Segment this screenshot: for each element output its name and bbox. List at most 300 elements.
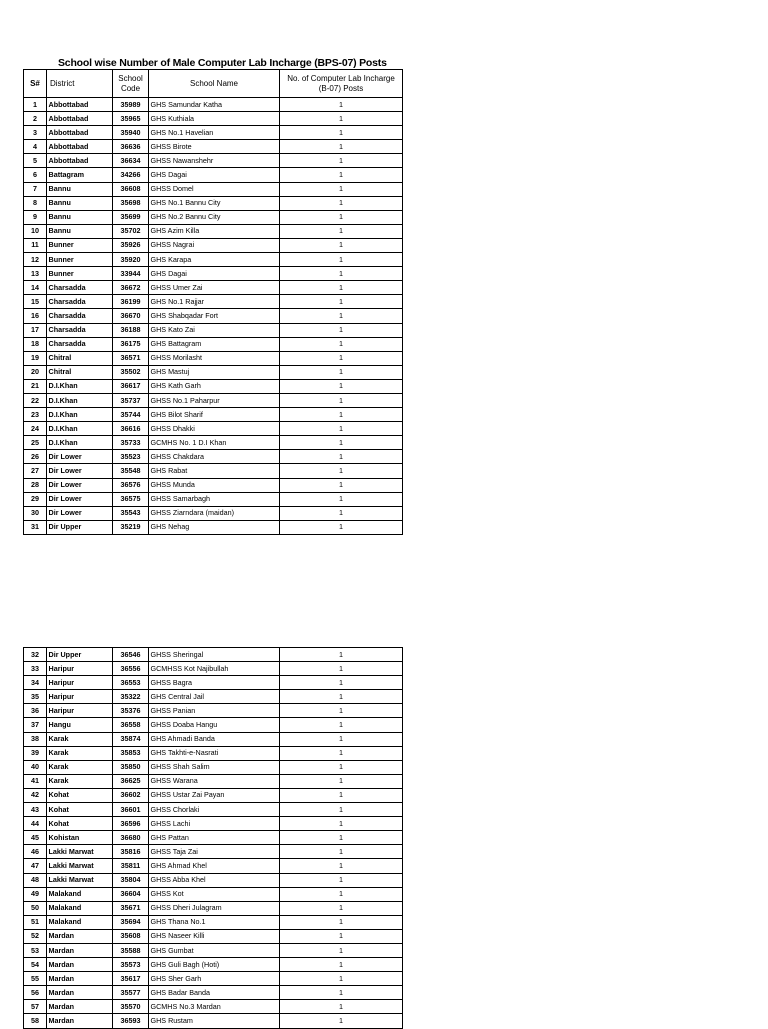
- district-cell: Charsadda: [47, 309, 113, 323]
- posts-cell: 1: [280, 648, 403, 662]
- posts-cell: 1: [280, 732, 403, 746]
- table-row: [24, 887, 403, 901]
- posts-cell: 1: [280, 704, 403, 718]
- posts-table-page2: [23, 647, 403, 1029]
- serial-cell: 52: [24, 929, 47, 943]
- serial-cell: 3: [24, 126, 47, 140]
- table-row: [24, 182, 403, 196]
- school-code-cell: 33944: [113, 267, 149, 281]
- table-row: [24, 845, 403, 859]
- school-code-cell: 36602: [113, 788, 149, 802]
- school-code-cell: 36672: [113, 281, 149, 295]
- table-row: [24, 478, 403, 492]
- school-code-cell: 36553: [113, 676, 149, 690]
- table-row: [24, 774, 403, 788]
- posts-cell: 1: [280, 450, 403, 464]
- school-code-cell: 36604: [113, 887, 149, 901]
- table-row: [24, 154, 403, 168]
- table-row: [24, 408, 403, 422]
- serial-cell: 36: [24, 704, 47, 718]
- posts-cell: 1: [280, 1000, 403, 1014]
- table-row: [24, 859, 403, 873]
- school-name-cell: GHSS Panian: [149, 704, 280, 718]
- district-cell: Lakki Marwat: [47, 859, 113, 873]
- school-name-cell: GHS Shabqadar Fort: [149, 309, 280, 323]
- table-row: [24, 168, 403, 182]
- school-name-cell: GHS Rustam: [149, 1014, 280, 1028]
- serial-cell: 13: [24, 267, 47, 281]
- table-row: [24, 323, 403, 337]
- serial-cell: 26: [24, 450, 47, 464]
- serial-cell: 32: [24, 648, 47, 662]
- table-row: [24, 436, 403, 450]
- table-row: [24, 450, 403, 464]
- school-code-cell: 35588: [113, 943, 149, 957]
- district-cell: Dir Lower: [47, 492, 113, 506]
- posts-cell: 1: [280, 817, 403, 831]
- posts-cell: 1: [280, 253, 403, 267]
- school-name-cell: GHSS Dheri Julagram: [149, 901, 280, 915]
- district-cell: Dir Lower: [47, 464, 113, 478]
- school-code-cell: 35989: [113, 98, 149, 112]
- table-row: [24, 648, 403, 662]
- district-cell: Hangu: [47, 718, 113, 732]
- serial-cell: 49: [24, 887, 47, 901]
- serial-cell: 2: [24, 112, 47, 126]
- serial-cell: 28: [24, 478, 47, 492]
- table-row: [24, 267, 403, 281]
- school-name-cell: GHSS Lachi: [149, 817, 280, 831]
- serial-cell: 29: [24, 492, 47, 506]
- serial-cell: 55: [24, 972, 47, 986]
- header-serial: S#: [24, 70, 47, 98]
- table-row: [24, 817, 403, 831]
- posts-cell: 1: [280, 267, 403, 281]
- table-row: [24, 140, 403, 154]
- school-name-cell: GHSS Birote: [149, 140, 280, 154]
- district-cell: Bunner: [47, 253, 113, 267]
- school-code-cell: 36670: [113, 309, 149, 323]
- district-cell: D.I.Khan: [47, 422, 113, 436]
- serial-cell: 24: [24, 422, 47, 436]
- school-code-cell: 36556: [113, 662, 149, 676]
- posts-cell: 1: [280, 182, 403, 196]
- posts-cell: 1: [280, 718, 403, 732]
- school-name-cell: GHS Kato Zai: [149, 323, 280, 337]
- table-row: [24, 718, 403, 732]
- school-code-cell: 35698: [113, 196, 149, 210]
- posts-cell: 1: [280, 676, 403, 690]
- header-district: District: [47, 70, 113, 98]
- school-code-cell: 36199: [113, 295, 149, 309]
- table-row: [24, 492, 403, 506]
- serial-cell: 48: [24, 873, 47, 887]
- district-cell: Haripur: [47, 690, 113, 704]
- school-name-cell: GHS Nehag: [149, 520, 280, 534]
- serial-cell: 56: [24, 986, 47, 1000]
- posts-cell: 1: [280, 662, 403, 676]
- district-cell: Dir Lower: [47, 478, 113, 492]
- district-cell: Bannu: [47, 210, 113, 224]
- posts-cell: 1: [280, 224, 403, 238]
- serial-cell: 17: [24, 323, 47, 337]
- table-header-row: [24, 70, 403, 98]
- school-name-cell: GHSS Bagra: [149, 676, 280, 690]
- serial-cell: 44: [24, 817, 47, 831]
- school-name-cell: GHSS Nawanshehr: [149, 154, 280, 168]
- school-name-cell: GHS Mastuj: [149, 365, 280, 379]
- posts-cell: 1: [280, 788, 403, 802]
- serial-cell: 16: [24, 309, 47, 323]
- table-row: [24, 788, 403, 802]
- serial-cell: 23: [24, 408, 47, 422]
- district-cell: Bannu: [47, 224, 113, 238]
- serial-cell: 42: [24, 788, 47, 802]
- serial-cell: 9: [24, 210, 47, 224]
- district-cell: Haripur: [47, 676, 113, 690]
- posts-cell: 1: [280, 210, 403, 224]
- table-row: [24, 676, 403, 690]
- district-cell: Charsadda: [47, 281, 113, 295]
- posts-cell: 1: [280, 98, 403, 112]
- school-code-cell: 36546: [113, 648, 149, 662]
- district-cell: Kohistan: [47, 831, 113, 845]
- table-row: [24, 972, 403, 986]
- school-name-cell: GHSS Doaba Hangu: [149, 718, 280, 732]
- school-code-cell: 35694: [113, 915, 149, 929]
- posts-table-page1: [23, 69, 403, 535]
- school-name-cell: GHSS Domel: [149, 182, 280, 196]
- school-name-cell: GHS Azim Killa: [149, 224, 280, 238]
- table-row: [24, 831, 403, 845]
- school-name-cell: GHS Dagai: [149, 168, 280, 182]
- posts-cell: 1: [280, 986, 403, 1000]
- table-row: [24, 929, 403, 943]
- district-cell: Karak: [47, 774, 113, 788]
- school-code-cell: 35671: [113, 901, 149, 915]
- district-cell: Charsadda: [47, 323, 113, 337]
- school-code-cell: 35219: [113, 520, 149, 534]
- school-name-cell: GHSS No.1 Paharpur: [149, 393, 280, 407]
- table-row: [24, 986, 403, 1000]
- district-cell: Kohat: [47, 817, 113, 831]
- district-cell: Karak: [47, 760, 113, 774]
- posts-cell: 1: [280, 295, 403, 309]
- school-name-cell: GHSS Nagrai: [149, 238, 280, 252]
- school-code-cell: 35965: [113, 112, 149, 126]
- posts-cell: 1: [280, 379, 403, 393]
- serial-cell: 47: [24, 859, 47, 873]
- district-cell: Lakki Marwat: [47, 873, 113, 887]
- posts-cell: 1: [280, 337, 403, 351]
- school-name-cell: GHS Central Jail: [149, 690, 280, 704]
- posts-cell: 1: [280, 929, 403, 943]
- district-cell: Chitral: [47, 365, 113, 379]
- school-code-cell: 35816: [113, 845, 149, 859]
- school-name-cell: GCMHS No.3 Mardan: [149, 1000, 280, 1014]
- school-name-cell: GHS Pattan: [149, 831, 280, 845]
- posts-cell: 1: [280, 859, 403, 873]
- serial-cell: 35: [24, 690, 47, 704]
- district-cell: Mardan: [47, 986, 113, 1000]
- posts-cell: 1: [280, 915, 403, 929]
- table-row: [24, 1014, 403, 1028]
- header-school-code: School Code: [113, 70, 149, 98]
- table-row: [24, 253, 403, 267]
- table-row: [24, 943, 403, 957]
- posts-cell: 1: [280, 168, 403, 182]
- table-row: [24, 210, 403, 224]
- posts-cell: 1: [280, 901, 403, 915]
- table-row: [24, 915, 403, 929]
- school-name-cell: GHSS Abba Khel: [149, 873, 280, 887]
- school-name-cell: GHS Gumbat: [149, 943, 280, 957]
- school-code-cell: 35811: [113, 859, 149, 873]
- posts-cell: 1: [280, 281, 403, 295]
- school-code-cell: 35737: [113, 393, 149, 407]
- school-code-cell: 36576: [113, 478, 149, 492]
- school-code-cell: 35850: [113, 760, 149, 774]
- serial-cell: 54: [24, 958, 47, 972]
- table-row: [24, 224, 403, 238]
- district-cell: Abbottabad: [47, 126, 113, 140]
- district-cell: Dir Upper: [47, 648, 113, 662]
- school-code-cell: 35804: [113, 873, 149, 887]
- posts-cell: 1: [280, 746, 403, 760]
- table-row: [24, 238, 403, 252]
- posts-cell: 1: [280, 365, 403, 379]
- table-row: [24, 958, 403, 972]
- school-name-cell: GHSS Ustar Zai Payan: [149, 788, 280, 802]
- serial-cell: 50: [24, 901, 47, 915]
- posts-cell: 1: [280, 436, 403, 450]
- district-cell: Malakand: [47, 915, 113, 929]
- posts-cell: 1: [280, 873, 403, 887]
- table-row: [24, 520, 403, 534]
- serial-cell: 31: [24, 520, 47, 534]
- table-row: [24, 379, 403, 393]
- district-cell: Mardan: [47, 1000, 113, 1014]
- serial-cell: 46: [24, 845, 47, 859]
- school-code-cell: 35733: [113, 436, 149, 450]
- posts-cell: 1: [280, 422, 403, 436]
- school-code-cell: 36188: [113, 323, 149, 337]
- school-code-cell: 36616: [113, 422, 149, 436]
- posts-cell: 1: [280, 309, 403, 323]
- table-row: [24, 393, 403, 407]
- district-cell: Mardan: [47, 1014, 113, 1028]
- district-cell: Chitral: [47, 351, 113, 365]
- school-code-cell: 35548: [113, 464, 149, 478]
- posts-cell: 1: [280, 760, 403, 774]
- district-cell: Lakki Marwat: [47, 845, 113, 859]
- serial-cell: 25: [24, 436, 47, 450]
- serial-cell: 38: [24, 732, 47, 746]
- school-name-cell: GHS Guli Bagh (Hoti): [149, 958, 280, 972]
- district-cell: Bunner: [47, 238, 113, 252]
- district-cell: Karak: [47, 732, 113, 746]
- posts-cell: 1: [280, 196, 403, 210]
- school-name-cell: GHS Rabat: [149, 464, 280, 478]
- school-name-cell: GHS Kath Garh: [149, 379, 280, 393]
- district-cell: Abbottabad: [47, 154, 113, 168]
- table-row: [24, 760, 403, 774]
- school-code-cell: 36608: [113, 182, 149, 196]
- school-name-cell: GHS Naseer Killi: [149, 929, 280, 943]
- school-code-cell: 36625: [113, 774, 149, 788]
- school-code-cell: 36575: [113, 492, 149, 506]
- school-name-cell: GHS No.1 Havelian: [149, 126, 280, 140]
- serial-cell: 30: [24, 506, 47, 520]
- serial-cell: 22: [24, 393, 47, 407]
- table-row: [24, 803, 403, 817]
- school-code-cell: 36601: [113, 803, 149, 817]
- table-body: [24, 98, 403, 535]
- posts-cell: 1: [280, 478, 403, 492]
- district-cell: Abbottabad: [47, 140, 113, 154]
- table-row: [24, 901, 403, 915]
- district-cell: Mardan: [47, 929, 113, 943]
- district-cell: Bannu: [47, 182, 113, 196]
- table-row: [24, 506, 403, 520]
- posts-cell: 1: [280, 887, 403, 901]
- school-code-cell: 35874: [113, 732, 149, 746]
- posts-cell: 1: [280, 943, 403, 957]
- school-name-cell: GHSS Morilasht: [149, 351, 280, 365]
- serial-cell: 45: [24, 831, 47, 845]
- district-cell: Bunner: [47, 267, 113, 281]
- serial-cell: 7: [24, 182, 47, 196]
- school-code-cell: 35940: [113, 126, 149, 140]
- district-cell: Karak: [47, 746, 113, 760]
- serial-cell: 20: [24, 365, 47, 379]
- serial-cell: 15: [24, 295, 47, 309]
- district-cell: Mardan: [47, 972, 113, 986]
- school-name-cell: GHSS Ziarndara (maidan): [149, 506, 280, 520]
- district-cell: Kohat: [47, 788, 113, 802]
- header-posts: No. of Computer Lab Incharge (B-07) Posts: [280, 70, 403, 98]
- school-code-cell: 36175: [113, 337, 149, 351]
- district-cell: Malakand: [47, 901, 113, 915]
- school-name-cell: GHS No.1 Rajjar: [149, 295, 280, 309]
- table-row: [24, 1000, 403, 1014]
- school-code-cell: 35608: [113, 929, 149, 943]
- document-title: School wise Number of Male Computer Lab Incharge (BPS-07) Posts: [58, 57, 387, 69]
- serial-cell: 5: [24, 154, 47, 168]
- school-name-cell: GHS Sher Garh: [149, 972, 280, 986]
- school-code-cell: 36596: [113, 817, 149, 831]
- school-code-cell: 34266: [113, 168, 149, 182]
- district-cell: Mardan: [47, 943, 113, 957]
- school-name-cell: GHSS Samarbagh: [149, 492, 280, 506]
- table-row: [24, 662, 403, 676]
- posts-cell: 1: [280, 238, 403, 252]
- posts-cell: 1: [280, 393, 403, 407]
- serial-cell: 4: [24, 140, 47, 154]
- table-row: [24, 732, 403, 746]
- district-cell: Dir Lower: [47, 506, 113, 520]
- district-cell: D.I.Khan: [47, 436, 113, 450]
- school-code-cell: 35926: [113, 238, 149, 252]
- school-name-cell: GHS Battagram: [149, 337, 280, 351]
- school-name-cell: GHS Ahmadi Banda: [149, 732, 280, 746]
- serial-cell: 43: [24, 803, 47, 817]
- posts-cell: 1: [280, 690, 403, 704]
- table-row: [24, 422, 403, 436]
- school-code-cell: 35617: [113, 972, 149, 986]
- serial-cell: 8: [24, 196, 47, 210]
- school-code-cell: 35577: [113, 986, 149, 1000]
- posts-cell: 1: [280, 1014, 403, 1028]
- school-code-cell: 36680: [113, 831, 149, 845]
- school-name-cell: GHSS Munda: [149, 478, 280, 492]
- posts-cell: 1: [280, 140, 403, 154]
- posts-cell: 1: [280, 408, 403, 422]
- posts-cell: 1: [280, 774, 403, 788]
- table-row: [24, 98, 403, 112]
- school-name-cell: GHS Dagai: [149, 267, 280, 281]
- posts-cell: 1: [280, 126, 403, 140]
- school-name-cell: GHS Kuthiala: [149, 112, 280, 126]
- district-cell: D.I.Khan: [47, 408, 113, 422]
- serial-cell: 39: [24, 746, 47, 760]
- serial-cell: 34: [24, 676, 47, 690]
- header-school-name: School Name: [149, 70, 280, 98]
- posts-cell: 1: [280, 958, 403, 972]
- school-name-cell: GHS Karapa: [149, 253, 280, 267]
- serial-cell: 21: [24, 379, 47, 393]
- school-code-cell: 35702: [113, 224, 149, 238]
- serial-cell: 1: [24, 98, 47, 112]
- school-code-cell: 35920: [113, 253, 149, 267]
- posts-cell: 1: [280, 323, 403, 337]
- school-code-cell: 36593: [113, 1014, 149, 1028]
- school-name-cell: GHSS Taja Zai: [149, 845, 280, 859]
- school-name-cell: GHS Takhti-e-Nasrati: [149, 746, 280, 760]
- school-name-cell: GHS Badar Banda: [149, 986, 280, 1000]
- district-cell: Malakand: [47, 887, 113, 901]
- school-name-cell: GHS No.2 Bannu City: [149, 210, 280, 224]
- school-code-cell: 35322: [113, 690, 149, 704]
- school-code-cell: 36571: [113, 351, 149, 365]
- district-cell: Haripur: [47, 662, 113, 676]
- school-name-cell: GHS Thana No.1: [149, 915, 280, 929]
- school-code-cell: 36617: [113, 379, 149, 393]
- school-code-cell: 36634: [113, 154, 149, 168]
- school-code-cell: 35573: [113, 958, 149, 972]
- table-row: [24, 746, 403, 760]
- district-cell: Kohat: [47, 803, 113, 817]
- serial-cell: 12: [24, 253, 47, 267]
- school-name-cell: GHS Ahmad Khel: [149, 859, 280, 873]
- school-name-cell: GCMHSS Kot Najibullah: [149, 662, 280, 676]
- serial-cell: 51: [24, 915, 47, 929]
- table-body: [24, 648, 403, 1029]
- district-cell: Abbottabad: [47, 112, 113, 126]
- posts-cell: 1: [280, 351, 403, 365]
- serial-cell: 19: [24, 351, 47, 365]
- district-cell: Abbottabad: [47, 98, 113, 112]
- serial-cell: 58: [24, 1014, 47, 1028]
- posts-cell: 1: [280, 154, 403, 168]
- school-name-cell: GHSS Sheringal: [149, 648, 280, 662]
- school-code-cell: 35853: [113, 746, 149, 760]
- table-row: [24, 309, 403, 323]
- table-row: [24, 873, 403, 887]
- district-cell: Bannu: [47, 196, 113, 210]
- posts-cell: 1: [280, 845, 403, 859]
- posts-cell: 1: [280, 112, 403, 126]
